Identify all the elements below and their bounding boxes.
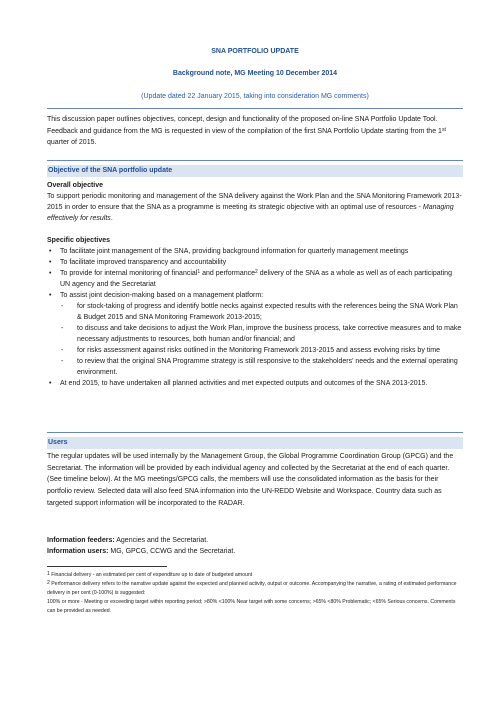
list-item: - for risks assessment against risks outlined in the Monitoring Framework 2013-2015 and assess evolving risks by time	[61, 347, 440, 354]
list-item: - to discuss and take decisions to adjust the Work Plan, improve the business process, take corrective measures and to make necessary adjustments to resources, both human and/or financial; and	[61, 325, 462, 343]
document-subtitle: Background note, MG Meeting 10 December 2014	[172, 70, 338, 77]
objectives-list	[47, 246, 463, 301]
footnote-2-scale: 100% or more - Meeting or exceeding target within reporting period; >80% <100% Near target with some concerns; >65% <80% Problematic; <65% Serious concerns. Comments can be provided as needed.	[47, 598, 456, 614]
section-title-objective: Objective of the SNA portfolio update	[47, 165, 463, 177]
list-item: • To facilitate joint management of the SNA, providing background information for quarterly management meetings	[49, 248, 409, 255]
overall-objective-text: To support periodic monitoring and management of the SNA delivery against the Work Plan and the SNA Monitoring Framework 2013-2015 in order to ensure that the SNA as a programme is meeting its strategic objective with an optimal use of resources - Managing effectively for results.	[47, 193, 462, 222]
overall-objective-heading: Overall objective	[47, 182, 104, 189]
footnote-divider	[47, 566, 167, 567]
objectives-list-end	[47, 378, 463, 389]
footnotes	[47, 571, 463, 616]
intro-paragraph: This discussion paper outlines objectives, concept, design and functionality of the proposed on-line SNA Portfolio Update Tool. Feedback and guidance from the MG is requested in view of the compilation of the first SNA Portfolio Update starting from the 1st quarter of 2015.	[47, 116, 446, 147]
specific-objectives	[47, 235, 463, 389]
information-users: Information users: MG, GPCG, CCWG and the Secretariat.	[47, 548, 236, 555]
update-note: (Update dated 22 January 2015, taking into consideration MG comments)	[141, 93, 369, 100]
header-divider	[47, 108, 463, 109]
information-feeders: Information feeders: Agencies and the Secretariat.	[47, 537, 209, 544]
decision-sublist	[47, 301, 463, 378]
specific-objectives-heading: Specific objectives	[47, 237, 111, 244]
list-item: • To facilitate improved transparency and accountability	[49, 259, 227, 266]
objective-divider	[47, 432, 463, 433]
overall-objective	[47, 180, 463, 224]
users-paragraph: The regular updates will be used internally by the Management Group, the Global Programme Coordination Group (GPCG) and the Secretariat. The information will be provided by each individual agency and collected by the Secretariat at the end of each quarter. (See timeline below). At the MG meetings/GPCG calls, the members will use the consolidated information as the basis for their portfolio review. Selected data will also feed SNA information into the UN-REDD Website and Workspace. Country data such as targeted support information will be incorporated to the RADAR.	[47, 453, 454, 507]
list-item: - to review that the original SNA Programme strategy is still responsive to the stakeholders' needs and the external operating environment.	[61, 358, 458, 376]
document-title: SNA PORTFOLIO UPDATE	[211, 48, 299, 55]
information-roles	[47, 535, 463, 557]
list-item: - for stock-taking of progress and identify bottle necks against expected results with the references being the SNA Work Plan & Budget 2015 and SNA Monitoring Framework 2013-2015;	[61, 303, 458, 321]
list-item: • To provide for internal monitoring of financial$^1$ and performance$^2$ delivery of the SNA as a whole as well as of each participating UN agency and the Secretariat	[49, 269, 452, 288]
intro-divider	[47, 160, 463, 161]
footnote-2: $^2$ Performance delivery refers to the narrative update against the expected and planned activity, output or outcome. Accompanying the narrative, a rating of estimated performance delivery in per cent (0-100%) is suggested:	[47, 579, 457, 596]
list-item: • To assist joint decision-making based on a management platform:	[49, 292, 264, 299]
list-item: • At end 2015, to have undertaken all planned activities and met expected outputs and outcomes of the SNA 2013-2015.	[49, 380, 428, 387]
footnote-1: $^1$ Financial delivery - an estimated per cent of expenditure up to date of budgeted amount	[47, 571, 253, 578]
section-title-users: Users	[47, 437, 463, 449]
